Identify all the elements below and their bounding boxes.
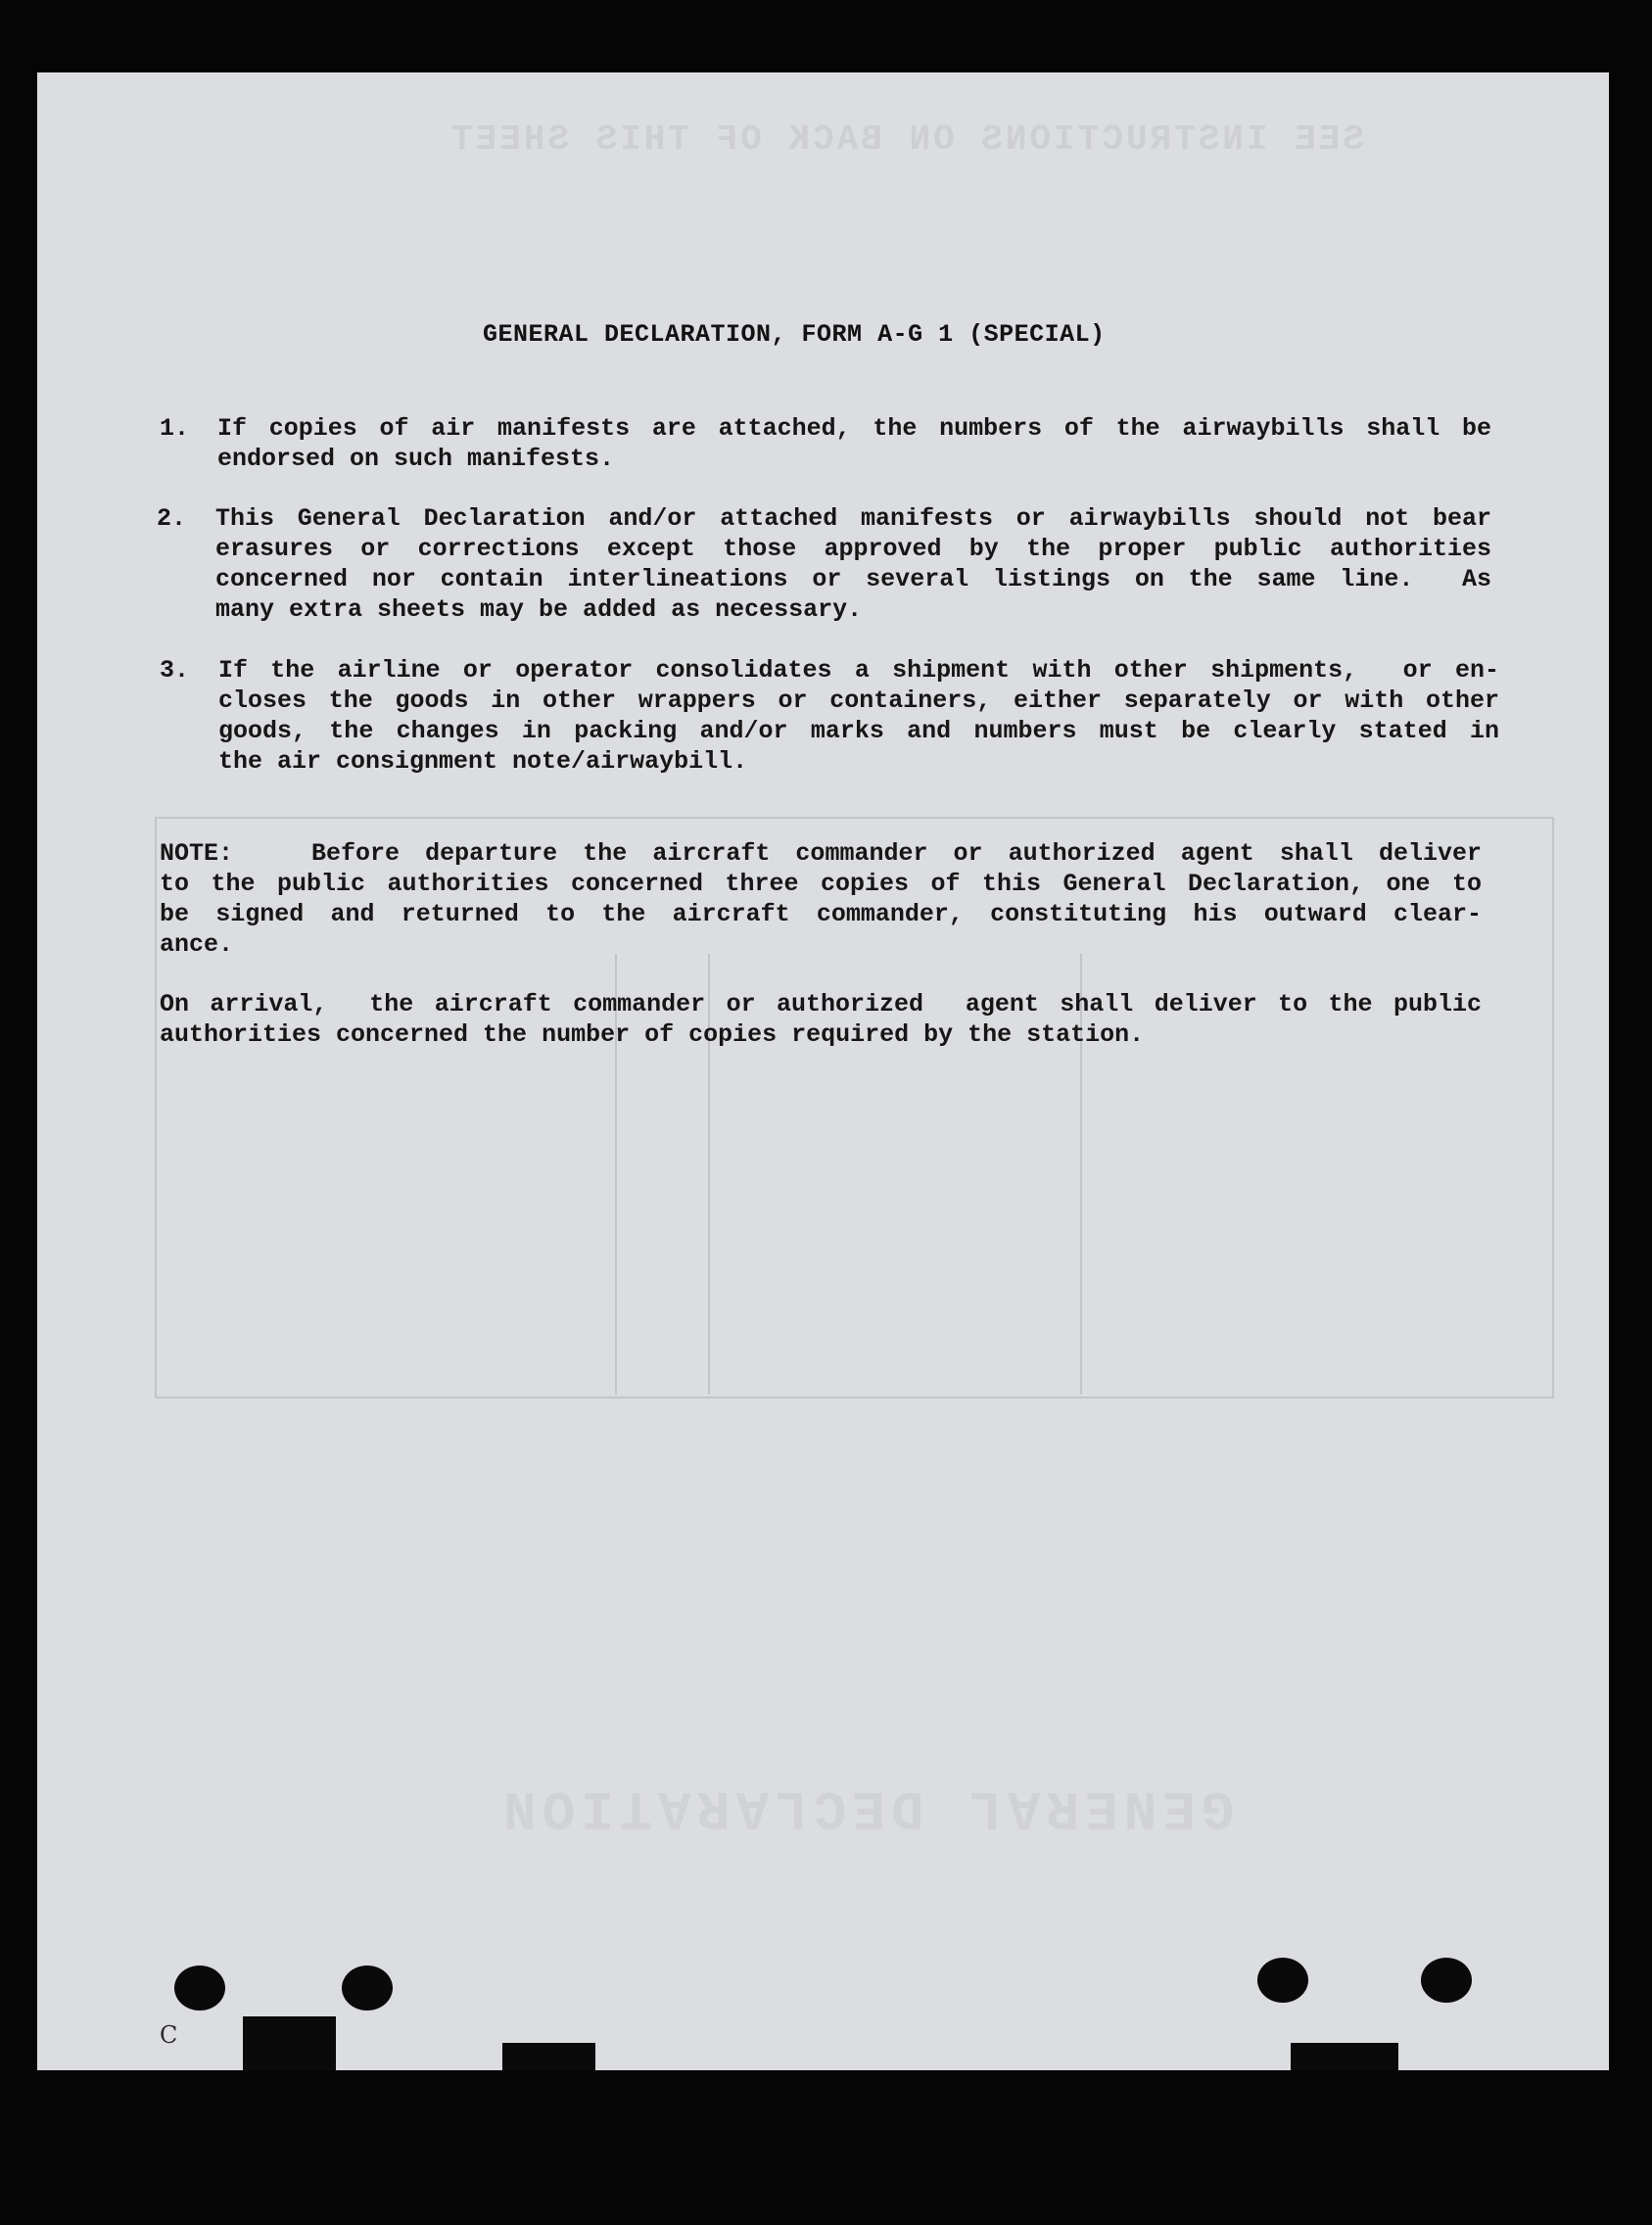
arrival-paragraph [160,989,1482,1050]
binding-tab [243,2016,336,2070]
item-line: closes the goods in other wrappers or containers, either separately or with other [218,686,1499,715]
punch-hole [1257,1958,1308,2003]
document-page [37,72,1609,2070]
instruction-item-3 [160,655,1499,777]
punch-hole [342,1965,393,2011]
note-line: Before departure the aircraft commander or authorized agent shall deliver [311,839,1482,868]
bleed-through-bottom-text: GENERAL DECLARATION [497,1776,1235,1839]
item-line: the air consignment note/airwaybill. [218,747,748,776]
note-label: NOTE: [160,839,234,868]
punch-hole [174,1965,225,2011]
note-paragraph [160,838,1482,960]
binding-tab [1291,2043,1398,2070]
arrival-line: On arrival, the aircraft commander or authorized agent shall deliver to the public [160,990,1482,1018]
item-line: goods, the changes in packing and/or marks and numbers must be clearly stated in [218,717,1499,745]
item-number: 1. [160,414,190,443]
item-line: concerned nor contain interlineations or several listings on the same line. As [215,565,1491,593]
item-number: 2. [157,504,187,533]
corner-mark: C [160,2021,178,2049]
note-line: be signed and returned to the aircraft commander, constituting his outward clear- [160,900,1482,928]
item-line: endorsed on such manifests. [217,445,615,473]
instruction-item-1 [160,413,1491,474]
document-title: GENERAL DECLARATION, FORM A-G 1 (SPECIAL) [483,320,1106,349]
punch-hole [1421,1958,1472,2003]
arrival-line: authorities concerned the number of copies required by the station. [160,1020,1145,1049]
item-line: many extra sheets may be added as necessary. [215,595,863,624]
binding-tab [502,2043,595,2070]
item-line: If the airline or operator consolidates a shipment with other shipments, or en- [218,656,1499,685]
item-line: This General Declaration and/or attached manifests or airwaybills should not bear [215,504,1491,533]
note-line: ance. [160,930,234,959]
note-line: to the public authorities concerned three copies of this General Declaration, one to [160,870,1482,898]
instruction-item-2 [157,503,1491,625]
item-number: 3. [160,656,190,685]
bleed-through-top-text: SEE INSTRUCTIONS ON BACK OF THIS SHEET [448,119,1364,160]
item-line: erasures or corrections except those approved by the proper public authorities [215,535,1491,563]
item-line: If copies of air manifests are attached, the numbers of the airwaybills shall be [217,414,1491,443]
